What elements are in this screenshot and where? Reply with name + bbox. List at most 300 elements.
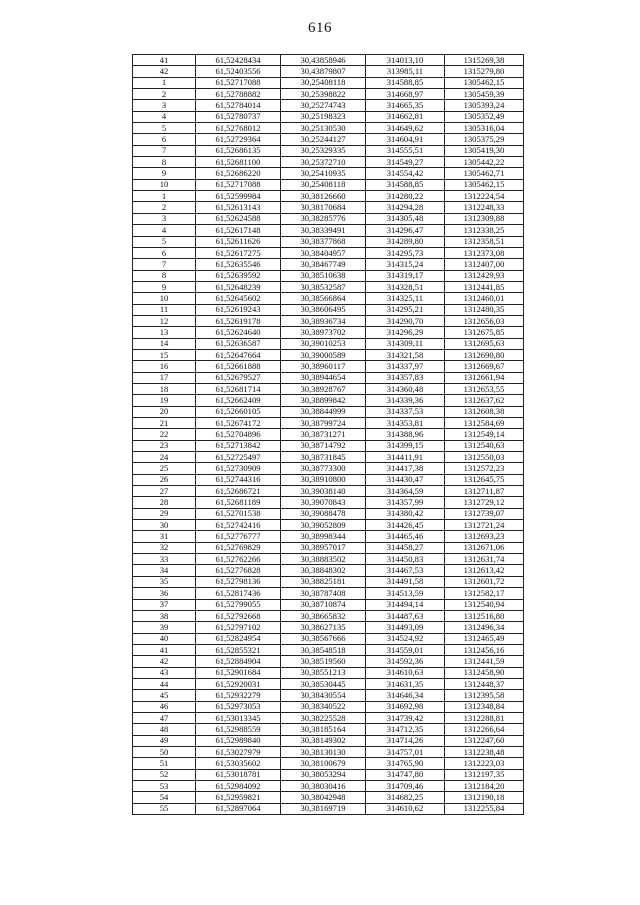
x-coordinate-cell: 314588,85 — [366, 179, 445, 190]
x-coordinate-cell: 314296,29 — [366, 327, 445, 338]
point-number-cell: 32 — [133, 542, 196, 553]
longitude-cell: 30,38404957 — [281, 247, 366, 258]
table-row — [133, 66, 524, 77]
longitude-cell: 30,25410935 — [281, 168, 366, 179]
point-number-cell: 31 — [133, 531, 196, 542]
latitude-cell: 61,52624640 — [196, 327, 281, 338]
y-coordinate-cell: 1312721,24 — [445, 520, 524, 531]
table-row — [133, 304, 524, 315]
x-coordinate-cell: 314328,51 — [366, 281, 445, 292]
table-row — [133, 349, 524, 360]
longitude-cell: 30,25408118 — [281, 179, 366, 190]
y-coordinate-cell: 1312338,25 — [445, 225, 524, 236]
latitude-cell: 61,52660105 — [196, 406, 281, 417]
longitude-cell: 30,38944654 — [281, 372, 366, 383]
x-coordinate-cell: 314604,91 — [366, 134, 445, 145]
x-coordinate-cell: 314665,35 — [366, 100, 445, 111]
point-number-cell: 12 — [133, 315, 196, 326]
table-row — [133, 406, 524, 417]
point-number-cell: 7 — [133, 145, 196, 156]
longitude-cell: 30,38169719 — [281, 803, 366, 814]
table-row — [133, 588, 524, 599]
point-number-cell: 30 — [133, 520, 196, 531]
latitude-cell: 61,52959821 — [196, 792, 281, 803]
y-coordinate-cell: 1312690,80 — [445, 349, 524, 360]
x-coordinate-cell: 314631,35 — [366, 678, 445, 689]
latitude-cell: 61,52645602 — [196, 293, 281, 304]
x-coordinate-cell: 314294,28 — [366, 202, 445, 213]
y-coordinate-cell: 1312247,60 — [445, 735, 524, 746]
x-coordinate-cell: 314364,59 — [366, 486, 445, 497]
y-coordinate-cell: 1312480,35 — [445, 304, 524, 315]
latitude-cell: 61,52988559 — [196, 724, 281, 735]
page-number: 616 — [308, 20, 332, 36]
latitude-cell: 61,53018781 — [196, 769, 281, 780]
point-number-cell: 3 — [133, 213, 196, 224]
x-coordinate-cell: 314487,63 — [366, 610, 445, 621]
point-number-cell: 9 — [133, 168, 196, 179]
x-coordinate-cell: 314399,15 — [366, 440, 445, 451]
longitude-cell: 30,38532587 — [281, 281, 366, 292]
longitude-cell: 30,38825181 — [281, 576, 366, 587]
longitude-cell: 30,38799724 — [281, 418, 366, 429]
latitude-cell: 61,52973053 — [196, 701, 281, 712]
longitude-cell: 30,39038140 — [281, 486, 366, 497]
table-row — [133, 89, 524, 100]
y-coordinate-cell: 1312584,69 — [445, 418, 524, 429]
point-number-cell: 2 — [133, 89, 196, 100]
x-coordinate-cell: 314357,83 — [366, 372, 445, 383]
latitude-cell: 61,52639592 — [196, 270, 281, 281]
x-coordinate-cell: 314493,09 — [366, 622, 445, 633]
table-row — [133, 463, 524, 474]
table-row — [133, 236, 524, 247]
longitude-cell: 30,38030416 — [281, 781, 366, 792]
point-number-cell: 46 — [133, 701, 196, 712]
table-row — [133, 361, 524, 372]
longitude-cell: 30,38130130 — [281, 746, 366, 757]
x-coordinate-cell: 314289,80 — [366, 236, 445, 247]
latitude-cell: 61,52768012 — [196, 123, 281, 134]
latitude-cell: 61,52797102 — [196, 622, 281, 633]
x-coordinate-cell: 314709,46 — [366, 781, 445, 792]
y-coordinate-cell: 1312631,74 — [445, 554, 524, 565]
latitude-cell: 61,52769829 — [196, 542, 281, 553]
point-number-cell: 28 — [133, 497, 196, 508]
point-number-cell: 26 — [133, 474, 196, 485]
y-coordinate-cell: 1312184,20 — [445, 781, 524, 792]
longitude-cell: 30,38710874 — [281, 599, 366, 610]
table-row — [133, 599, 524, 610]
table-row — [133, 123, 524, 134]
table-row — [133, 191, 524, 202]
longitude-cell: 30,38185164 — [281, 724, 366, 735]
table-row — [133, 213, 524, 224]
point-number-cell: 6 — [133, 247, 196, 258]
latitude-cell: 61,52792668 — [196, 610, 281, 621]
latitude-cell: 61,52897064 — [196, 803, 281, 814]
point-number-cell: 15 — [133, 349, 196, 360]
point-number-cell: 1 — [133, 191, 196, 202]
x-coordinate-cell: 314430,47 — [366, 474, 445, 485]
x-coordinate-cell: 314739,42 — [366, 712, 445, 723]
point-number-cell: 8 — [133, 157, 196, 168]
y-coordinate-cell: 1312653,55 — [445, 383, 524, 394]
y-coordinate-cell: 1312516,80 — [445, 610, 524, 621]
table-row — [133, 338, 524, 349]
x-coordinate-cell: 314554,42 — [366, 168, 445, 179]
y-coordinate-cell: 1312550,03 — [445, 452, 524, 463]
y-coordinate-cell: 1312582,17 — [445, 588, 524, 599]
latitude-cell: 61,52817436 — [196, 588, 281, 599]
y-coordinate-cell: 1312669,67 — [445, 361, 524, 372]
table-row — [133, 440, 524, 451]
point-number-cell: 43 — [133, 667, 196, 678]
longitude-cell: 30,25244127 — [281, 134, 366, 145]
latitude-cell: 61,52713842 — [196, 440, 281, 451]
table-row — [133, 508, 524, 519]
x-coordinate-cell: 314315,24 — [366, 259, 445, 270]
longitude-cell: 30,25372710 — [281, 157, 366, 168]
y-coordinate-cell: 1305393,24 — [445, 100, 524, 111]
latitude-cell: 61,52636587 — [196, 338, 281, 349]
y-coordinate-cell: 1312373,08 — [445, 247, 524, 258]
x-coordinate-cell: 314668,97 — [366, 89, 445, 100]
y-coordinate-cell: 1312645,75 — [445, 474, 524, 485]
y-coordinate-cell: 1312224,54 — [445, 191, 524, 202]
point-number-cell: 55 — [133, 803, 196, 814]
x-coordinate-cell: 314417,38 — [366, 463, 445, 474]
longitude-cell: 30,38149302 — [281, 735, 366, 746]
x-coordinate-cell: 314380,42 — [366, 508, 445, 519]
latitude-cell: 61,53013345 — [196, 712, 281, 723]
longitude-cell: 30,38430554 — [281, 690, 366, 701]
y-coordinate-cell: 1312465,49 — [445, 633, 524, 644]
x-coordinate-cell: 314714,26 — [366, 735, 445, 746]
point-number-cell: 10 — [133, 179, 196, 190]
latitude-cell: 61,52613143 — [196, 202, 281, 213]
table-row — [133, 633, 524, 644]
table-row — [133, 781, 524, 792]
longitude-cell: 30,43879807 — [281, 66, 366, 77]
x-coordinate-cell: 314296,47 — [366, 225, 445, 236]
x-coordinate-cell: 314321,58 — [366, 349, 445, 360]
table-row — [133, 77, 524, 88]
table-row — [133, 610, 524, 621]
table-row — [133, 247, 524, 258]
x-coordinate-cell: 314450,83 — [366, 554, 445, 565]
point-number-cell: 8 — [133, 270, 196, 281]
latitude-cell: 61,52788882 — [196, 89, 281, 100]
point-number-cell: 5 — [133, 236, 196, 247]
longitude-cell: 30,39088478 — [281, 508, 366, 519]
longitude-cell: 30,38960117 — [281, 361, 366, 372]
x-coordinate-cell: 314649,62 — [366, 123, 445, 134]
point-number-cell: 10 — [133, 293, 196, 304]
longitude-cell: 30,43858946 — [281, 55, 366, 66]
longitude-cell: 30,39052809 — [281, 520, 366, 531]
y-coordinate-cell: 1312456,16 — [445, 644, 524, 655]
point-number-cell: 40 — [133, 633, 196, 644]
y-coordinate-cell: 1315269,38 — [445, 55, 524, 66]
longitude-cell: 30,38973702 — [281, 327, 366, 338]
x-coordinate-cell: 314325,11 — [366, 293, 445, 304]
table-row — [133, 576, 524, 587]
point-number-cell: 41 — [133, 644, 196, 655]
table-row — [133, 701, 524, 712]
latitude-cell: 61,52776828 — [196, 565, 281, 576]
y-coordinate-cell: 1312637,62 — [445, 395, 524, 406]
y-coordinate-cell: 1305352,49 — [445, 111, 524, 122]
x-coordinate-cell: 314682,25 — [366, 792, 445, 803]
table-row — [133, 758, 524, 769]
longitude-cell: 30,38883502 — [281, 554, 366, 565]
point-number-cell: 53 — [133, 781, 196, 792]
table-row — [133, 225, 524, 236]
x-coordinate-cell: 314610,62 — [366, 803, 445, 814]
y-coordinate-cell: 1312496,34 — [445, 622, 524, 633]
latitude-cell: 61,52855321 — [196, 644, 281, 655]
x-coordinate-cell: 314757,01 — [366, 746, 445, 757]
x-coordinate-cell: 314524,92 — [366, 633, 445, 644]
longitude-cell: 30,38100679 — [281, 758, 366, 769]
latitude-cell: 61,52661888 — [196, 361, 281, 372]
latitude-cell: 61,52744316 — [196, 474, 281, 485]
y-coordinate-cell: 1305462,15 — [445, 179, 524, 190]
latitude-cell: 61,52920031 — [196, 678, 281, 689]
x-coordinate-cell: 314357,99 — [366, 497, 445, 508]
y-coordinate-cell: 1312608,38 — [445, 406, 524, 417]
point-number-cell: 42 — [133, 656, 196, 667]
latitude-cell: 61,52762266 — [196, 554, 281, 565]
point-number-cell: 20 — [133, 406, 196, 417]
latitude-cell: 61,53035602 — [196, 758, 281, 769]
point-number-cell: 24 — [133, 452, 196, 463]
latitude-cell: 61,52686135 — [196, 145, 281, 156]
y-coordinate-cell: 1312255,84 — [445, 803, 524, 814]
longitude-cell: 30,25274743 — [281, 100, 366, 111]
longitude-cell: 30,39000589 — [281, 349, 366, 360]
longitude-cell: 30,38377868 — [281, 236, 366, 247]
point-number-cell: 3 — [133, 100, 196, 111]
point-number-cell: 35 — [133, 576, 196, 587]
y-coordinate-cell: 1312458,90 — [445, 667, 524, 678]
longitude-cell: 30,38339491 — [281, 225, 366, 236]
longitude-cell: 30,25198323 — [281, 111, 366, 122]
y-coordinate-cell: 1305462,15 — [445, 77, 524, 88]
x-coordinate-cell: 314013,10 — [366, 55, 445, 66]
point-number-cell: 23 — [133, 440, 196, 451]
latitude-cell: 61,52798136 — [196, 576, 281, 587]
point-number-cell: 36 — [133, 588, 196, 599]
longitude-cell: 30,38998344 — [281, 531, 366, 542]
longitude-cell: 30,38551213 — [281, 667, 366, 678]
latitude-cell: 61,52742416 — [196, 520, 281, 531]
longitude-cell: 30,38606495 — [281, 304, 366, 315]
point-number-cell: 2 — [133, 202, 196, 213]
x-coordinate-cell: 314465,46 — [366, 531, 445, 542]
table-row — [133, 531, 524, 542]
y-coordinate-cell: 1312540,63 — [445, 440, 524, 451]
longitude-cell: 30,38731845 — [281, 452, 366, 463]
longitude-cell: 30,38126660 — [281, 191, 366, 202]
longitude-cell: 30,38844999 — [281, 406, 366, 417]
latitude-cell: 61,52686721 — [196, 486, 281, 497]
table-row — [133, 168, 524, 179]
longitude-cell: 30,38467749 — [281, 259, 366, 270]
point-number-cell: 34 — [133, 565, 196, 576]
point-number-cell: 9 — [133, 281, 196, 292]
y-coordinate-cell: 1312248,33 — [445, 202, 524, 213]
table-row — [133, 259, 524, 270]
longitude-cell: 30,38285776 — [281, 213, 366, 224]
latitude-cell: 61,52599984 — [196, 191, 281, 202]
longitude-cell: 30,38665832 — [281, 610, 366, 621]
latitude-cell: 61,52619243 — [196, 304, 281, 315]
x-coordinate-cell: 314339,36 — [366, 395, 445, 406]
point-number-cell: 51 — [133, 758, 196, 769]
longitude-cell: 30,25130530 — [281, 123, 366, 134]
table-row — [133, 678, 524, 689]
point-number-cell: 48 — [133, 724, 196, 735]
latitude-cell: 61,52611626 — [196, 236, 281, 247]
latitude-cell: 61,52776777 — [196, 531, 281, 542]
table-row — [133, 134, 524, 145]
table-row — [133, 792, 524, 803]
latitude-cell: 61,52624588 — [196, 213, 281, 224]
x-coordinate-cell: 314555,51 — [366, 145, 445, 156]
latitude-cell: 61,52704896 — [196, 429, 281, 440]
latitude-cell: 61,52932279 — [196, 690, 281, 701]
latitude-cell: 61,52984092 — [196, 781, 281, 792]
y-coordinate-cell: 1312671,06 — [445, 542, 524, 553]
table-row — [133, 554, 524, 565]
longitude-cell: 30,38773300 — [281, 463, 366, 474]
y-coordinate-cell: 1312358,51 — [445, 236, 524, 247]
latitude-cell: 61,52674172 — [196, 418, 281, 429]
y-coordinate-cell: 1305462,71 — [445, 168, 524, 179]
latitude-cell: 61,52784014 — [196, 100, 281, 111]
table-row — [133, 179, 524, 190]
latitude-cell: 61,52717088 — [196, 77, 281, 88]
coordinates-table-body — [133, 55, 524, 815]
y-coordinate-cell: 1312395,58 — [445, 690, 524, 701]
table-row — [133, 667, 524, 678]
point-number-cell: 38 — [133, 610, 196, 621]
y-coordinate-cell: 1312429,93 — [445, 270, 524, 281]
longitude-cell: 30,38170684 — [281, 202, 366, 213]
table-row — [133, 486, 524, 497]
latitude-cell: 61,52662409 — [196, 395, 281, 406]
latitude-cell: 61,52824954 — [196, 633, 281, 644]
x-coordinate-cell: 314765,90 — [366, 758, 445, 769]
y-coordinate-cell: 1305442,22 — [445, 157, 524, 168]
latitude-cell: 61,52780737 — [196, 111, 281, 122]
table-row — [133, 769, 524, 780]
y-coordinate-cell: 1312675,85 — [445, 327, 524, 338]
x-coordinate-cell: 314662,81 — [366, 111, 445, 122]
x-coordinate-cell: 314426,45 — [366, 520, 445, 531]
point-number-cell: 45 — [133, 690, 196, 701]
y-coordinate-cell: 1312739,07 — [445, 508, 524, 519]
longitude-cell: 30,38936734 — [281, 315, 366, 326]
x-coordinate-cell: 314610,63 — [366, 667, 445, 678]
table-row — [133, 735, 524, 746]
point-number-cell: 22 — [133, 429, 196, 440]
latitude-cell: 61,52403556 — [196, 66, 281, 77]
longitude-cell: 30,38627135 — [281, 622, 366, 633]
point-number-cell: 33 — [133, 554, 196, 565]
longitude-cell: 30,39010253 — [281, 338, 366, 349]
point-number-cell: 1 — [133, 77, 196, 88]
table-row — [133, 429, 524, 440]
x-coordinate-cell: 314295,73 — [366, 247, 445, 258]
x-coordinate-cell: 314411,91 — [366, 452, 445, 463]
latitude-cell: 61,52679527 — [196, 372, 281, 383]
latitude-cell: 61,52717088 — [196, 179, 281, 190]
x-coordinate-cell: 314295,21 — [366, 304, 445, 315]
x-coordinate-cell: 314388,96 — [366, 429, 445, 440]
y-coordinate-cell: 1305316,04 — [445, 123, 524, 134]
y-coordinate-cell: 1312348,84 — [445, 701, 524, 712]
longitude-cell: 30,38899842 — [281, 395, 366, 406]
y-coordinate-cell: 1312197,35 — [445, 769, 524, 780]
latitude-cell: 61,52686220 — [196, 168, 281, 179]
latitude-cell: 61,52617275 — [196, 247, 281, 258]
latitude-cell: 61,52884904 — [196, 656, 281, 667]
point-number-cell: 4 — [133, 225, 196, 236]
point-number-cell: 17 — [133, 372, 196, 383]
longitude-cell: 30,25408118 — [281, 77, 366, 88]
latitude-cell: 61,52648239 — [196, 281, 281, 292]
longitude-cell: 30,38510638 — [281, 270, 366, 281]
y-coordinate-cell: 1312693,23 — [445, 531, 524, 542]
point-number-cell: 42 — [133, 66, 196, 77]
table-row — [133, 55, 524, 66]
x-coordinate-cell: 314692,98 — [366, 701, 445, 712]
longitude-cell: 30,38340522 — [281, 701, 366, 712]
y-coordinate-cell: 1305459,39 — [445, 89, 524, 100]
x-coordinate-cell: 314467,53 — [366, 565, 445, 576]
table-row — [133, 690, 524, 701]
point-number-cell: 50 — [133, 746, 196, 757]
latitude-cell: 61,52681189 — [196, 497, 281, 508]
x-coordinate-cell: 314458,27 — [366, 542, 445, 553]
table-row — [133, 622, 524, 633]
point-number-cell: 25 — [133, 463, 196, 474]
table-row — [133, 746, 524, 757]
x-coordinate-cell: 314337,53 — [366, 406, 445, 417]
x-coordinate-cell: 314309,11 — [366, 338, 445, 349]
latitude-cell: 61,52428434 — [196, 55, 281, 66]
point-number-cell: 13 — [133, 327, 196, 338]
y-coordinate-cell: 1305375,29 — [445, 134, 524, 145]
longitude-cell: 30,39070843 — [281, 497, 366, 508]
y-coordinate-cell: 1312441,85 — [445, 281, 524, 292]
longitude-cell: 30,38928767 — [281, 383, 366, 394]
longitude-cell: 30,38714792 — [281, 440, 366, 451]
latitude-cell: 61,52730909 — [196, 463, 281, 474]
point-number-cell: 11 — [133, 304, 196, 315]
x-coordinate-cell: 313985,11 — [366, 66, 445, 77]
point-number-cell: 37 — [133, 599, 196, 610]
point-number-cell: 44 — [133, 678, 196, 689]
table-row — [133, 395, 524, 406]
longitude-cell: 30,38548518 — [281, 644, 366, 655]
table-row — [133, 281, 524, 292]
longitude-cell: 30,38053294 — [281, 769, 366, 780]
point-number-cell: 47 — [133, 712, 196, 723]
